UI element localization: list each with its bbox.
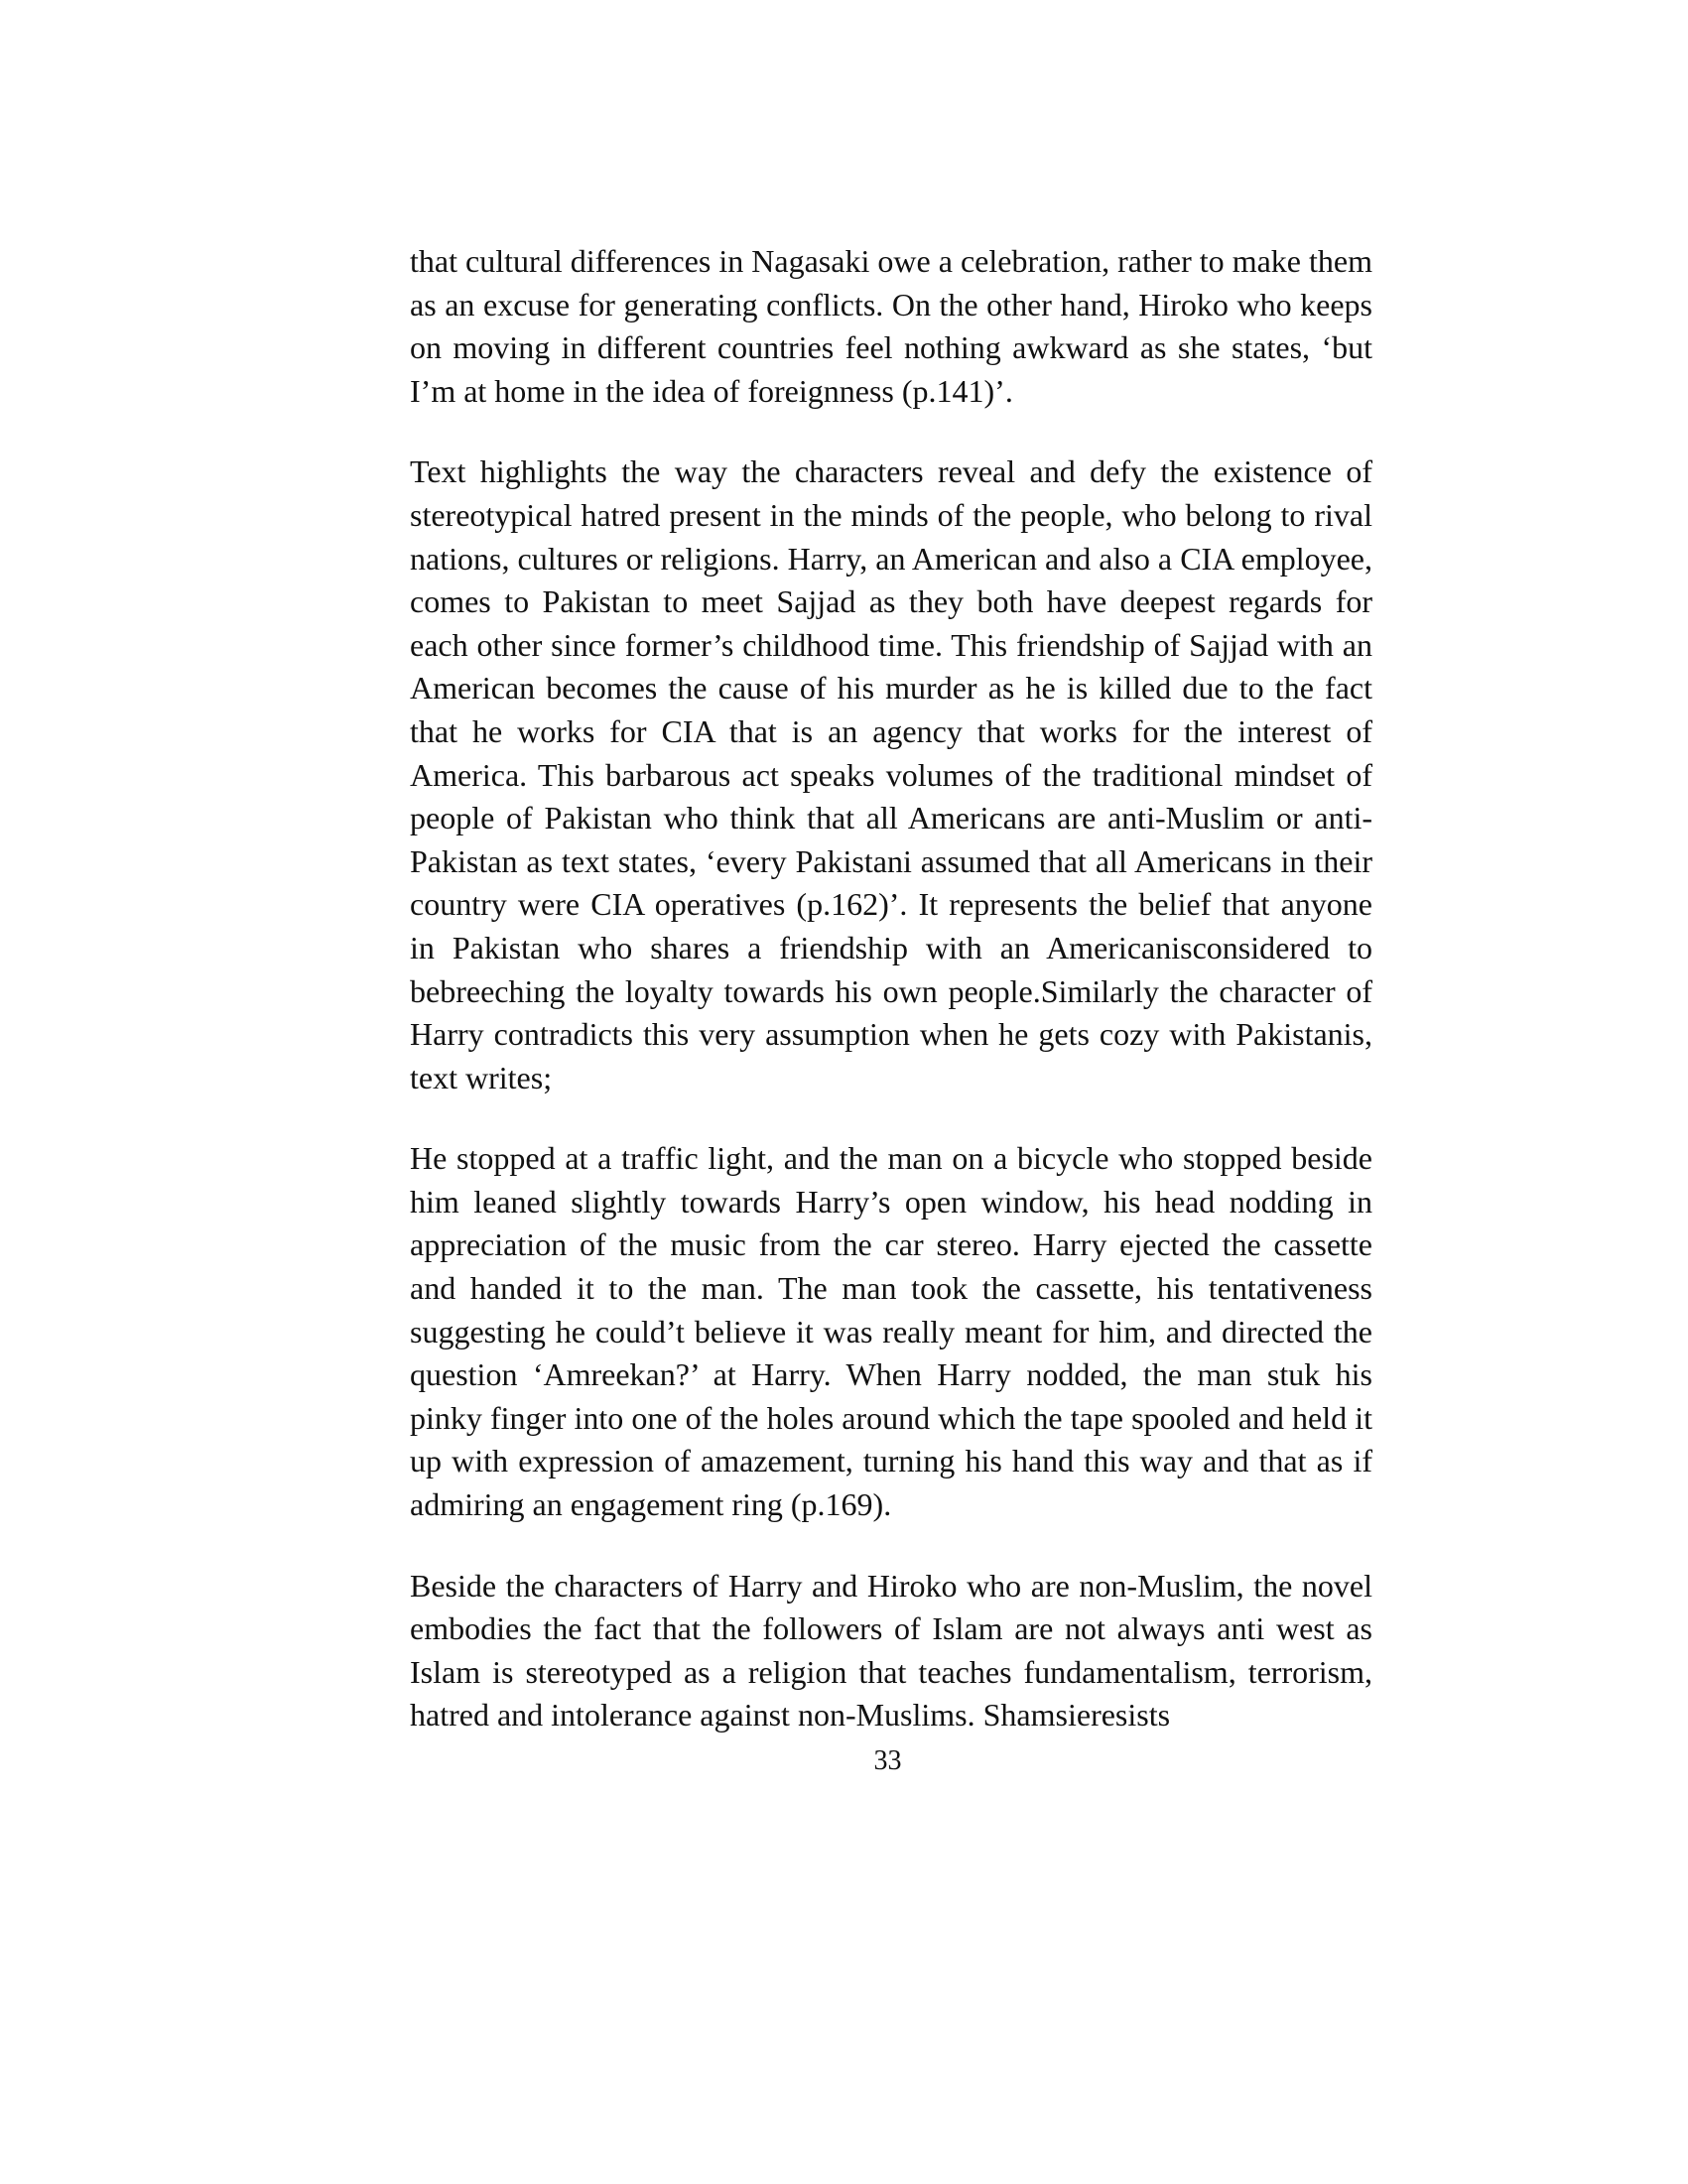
- page-number: 33: [873, 1745, 902, 1776]
- paragraph-2: Text highlights the way the characters reveal and defy the existence of stereotypical hatred present in the minds of the people, who belong to rival nations, cultures or religions. Harry, an American and also a CIA employee, comes to Pakistan to meet Sajjad as they both have deepest regards for each other since former’s childhood time. This friendship of Sajjad with an American becomes the cause of his murder as he is killed due to the fact that he works for CIA that is an agency that works for the interest of America. This barbarous act speaks volumes of the traditional mindset of people of Pakistan who think that all Americans are anti-Muslim or anti-Pakistan as text states, ‘every Pakistani assumed that all Americans in their country were CIA operatives (p.162)’. It represents the belief that anyone in Pakistan who shares a friendship with an Americanisconsidered to bebreeching the loyalty towards his own people.Similarly the character of Harry contradicts this very assumption when he gets cozy with Pakistanis, text writes;: [410, 453, 1372, 1095]
- paragraph-4: Beside the characters of Harry and Hiroko who are non-Muslim, the novel embodies the fact that the followers of Islam are not always anti west as Islam is stereotyped as a religion that teaches fundamentalism, terrorism, hatred and intolerance against non-Muslims. Shamsieresists: [410, 1567, 1372, 1734]
- paragraph-1: that cultural differences in Nagasaki owe a celebration, rather to make them as an excuse for generating conflicts. On the other hand, Hiroko who keeps on moving in different countries feel nothing awkward as she states, ‘but I’m at home in the idea of foreignness (p.141)’.: [410, 243, 1372, 409]
- body-text: [410, 240, 1372, 1737]
- block-quote: He stopped at a traffic light, and the man on a bicycle who stopped beside him leaned slightly towards Harry’s open window, his head nodding in appreciation of the music from the car stereo. Harry ejected the cassette and handed it to the man. The man took the cassette, his tentativeness suggesting he could’t believe it was really meant for him, and directed the question ‘Amreekan?’ at Harry. When Harry nodded, the man stuk his pinky finger into one of the holes around which the tape spooled and held it up with expression of amazement, turning his hand this way and that as if admiring an engagement ring (p.169).: [410, 1140, 1372, 1523]
